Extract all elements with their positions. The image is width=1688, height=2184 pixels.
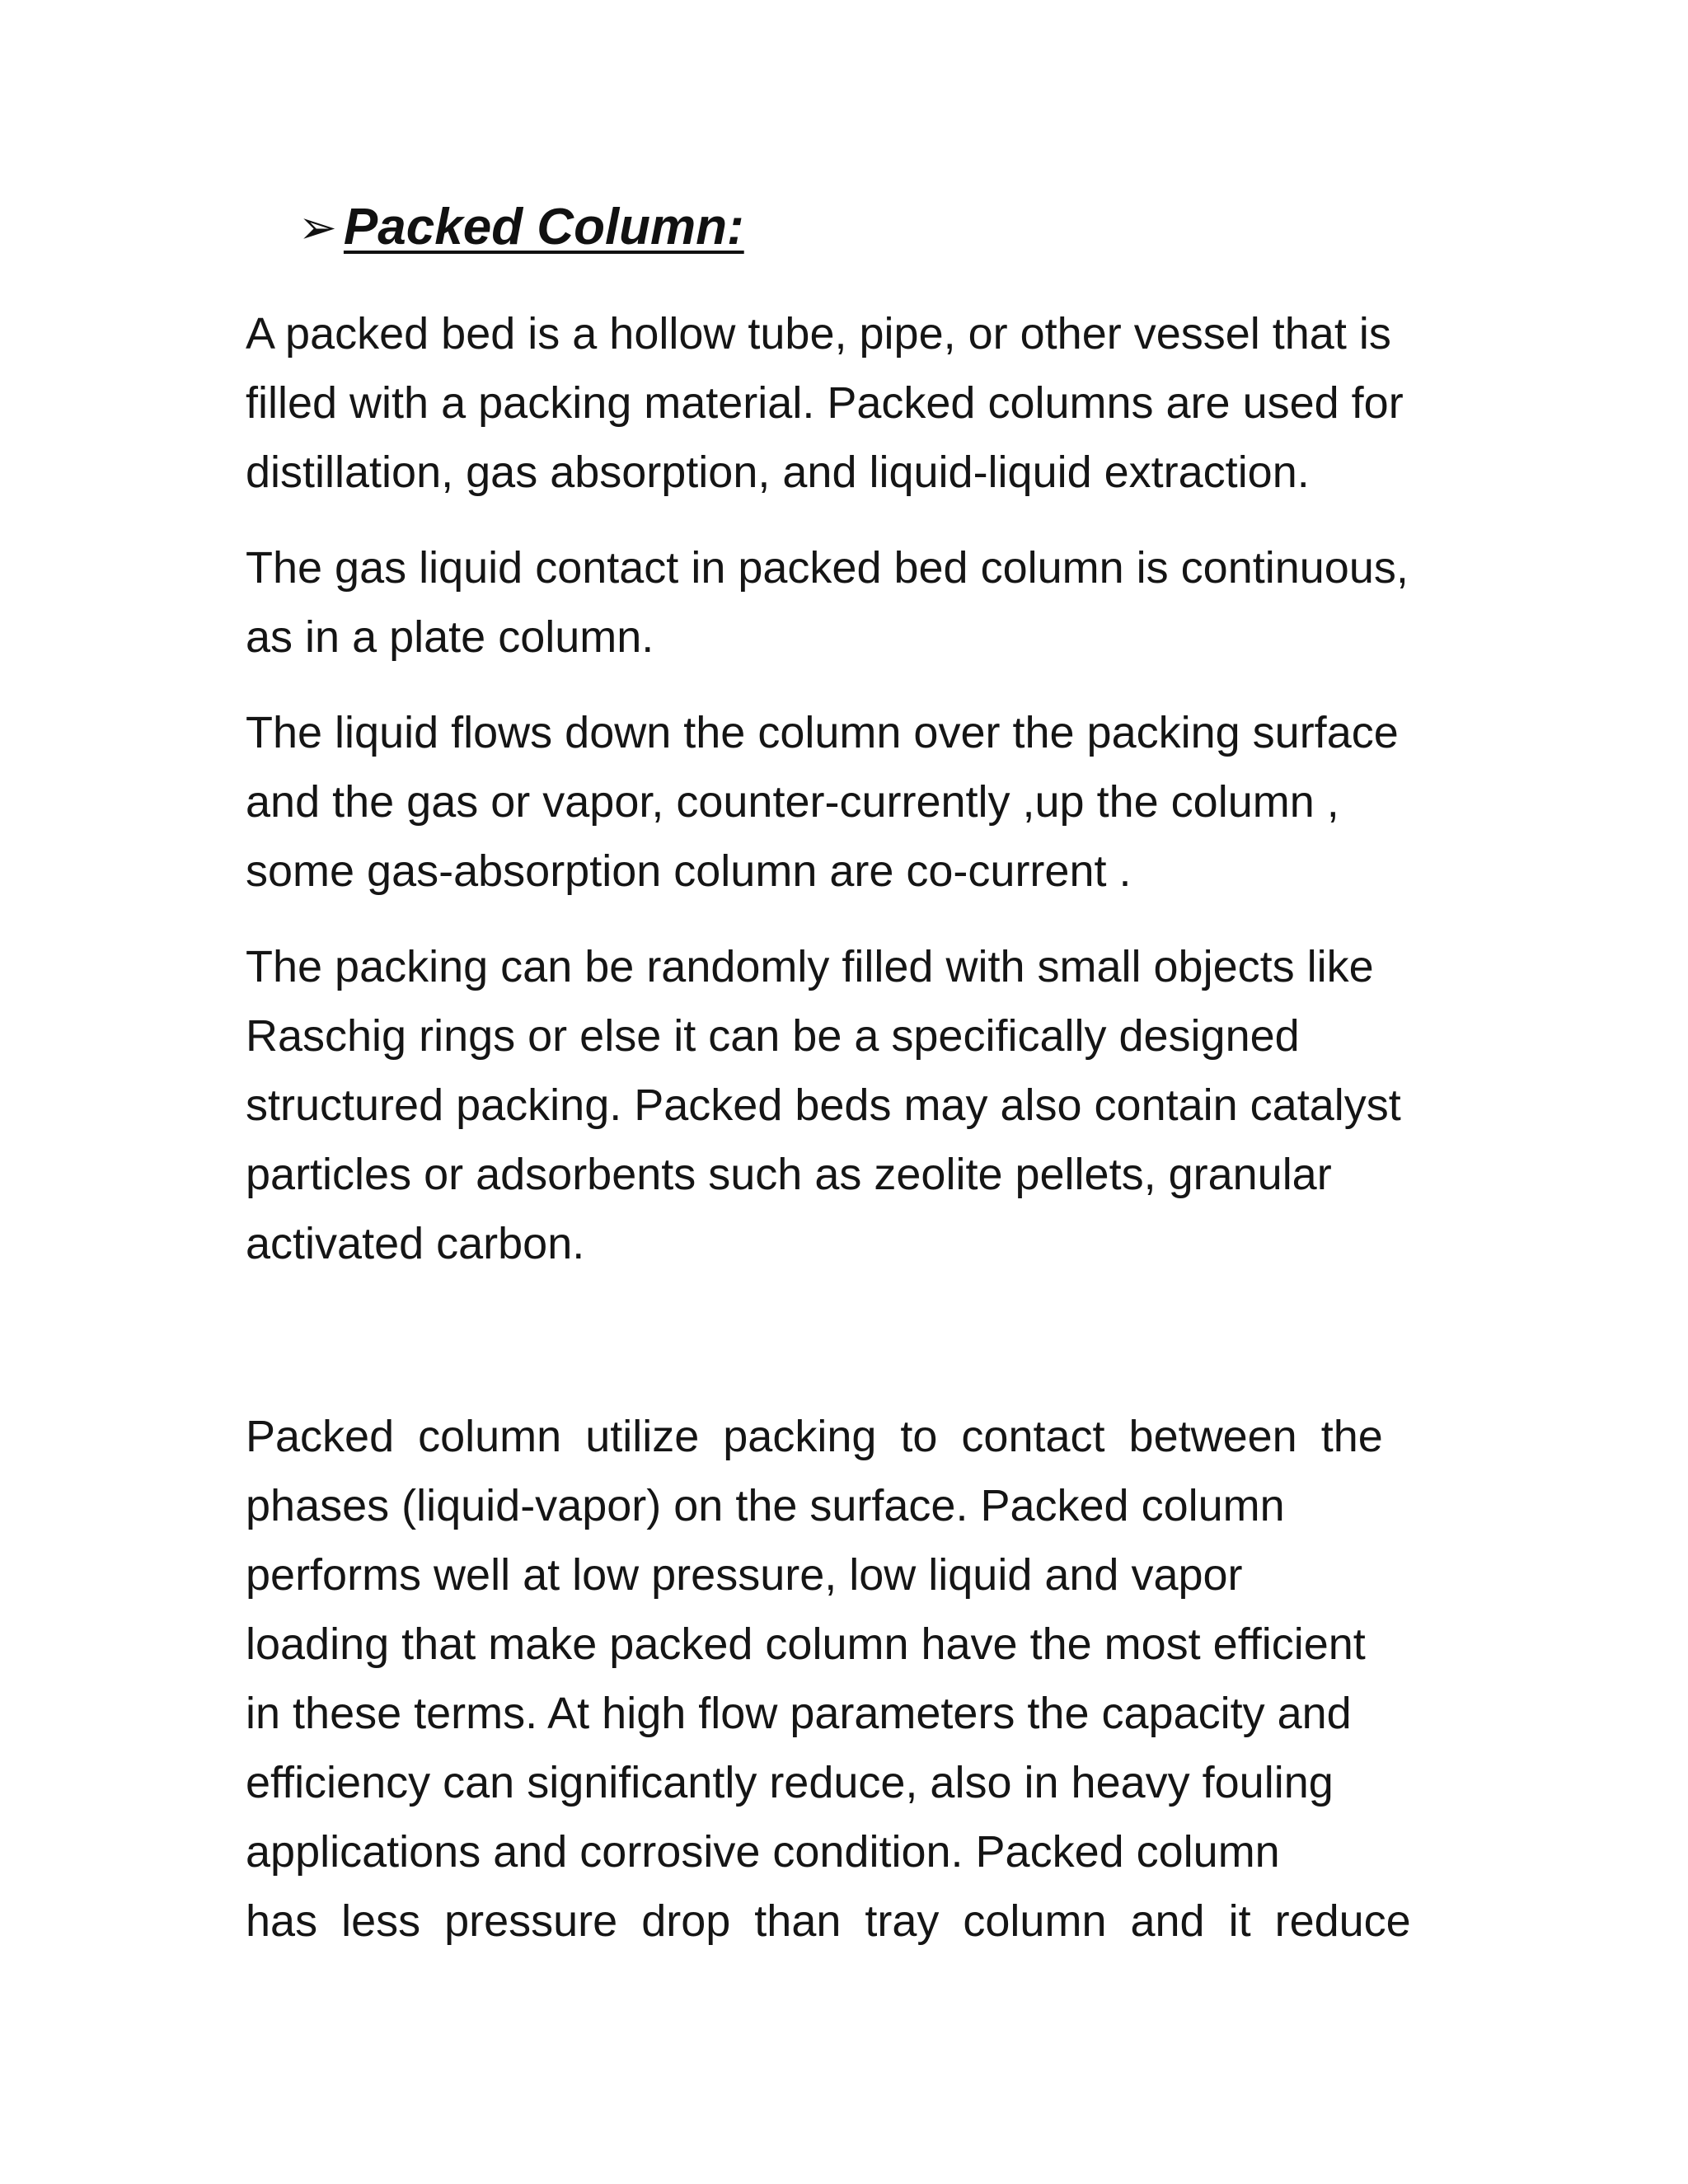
text-line: phases (liquid-vapor) on the surface. Packed column [246,1481,1285,1530]
section-title: Packed Column: [343,199,744,255]
text-line: filled with a packing material. Packed columns are used for [246,378,1404,428]
text-line: efficiency can significantly reduce, also in heavy fouling [246,1758,1334,1807]
text-line: Packed column utilize packing to contact between the [246,1412,1383,1461]
section-heading [298,198,744,256]
text-line: as in a plate column. [246,612,654,662]
arrow-bullet-icon: ➢ [298,200,337,253]
text-line: has less pressure drop than tray column and it reduce [246,1896,1411,1946]
text-line: some gas-absorption column are co-current . [246,846,1132,896]
text-line: A packed bed is a hollow tube, pipe, or other vessel that is [246,309,1391,359]
text-line: in these terms. At high flow parameters the capacity and [246,1689,1352,1738]
text-line: activated carbon. [246,1219,585,1268]
text-line: applications and corrosive condition. Packed column [246,1827,1280,1877]
text-line: particles or adsorbents such as zeolite pellets, granular [246,1150,1332,1199]
text-line: and the gas or vapor, counter-currently ,up the column , [246,777,1339,827]
text-line: The liquid flows down the column over the packing surface [246,708,1399,757]
text-line: structured packing. Packed beds may also contain catalyst [246,1080,1401,1130]
text-line: distillation, gas absorption, and liquid-liquid extraction. [246,448,1310,497]
text-line: loading that make packed column have the most efficient [246,1619,1366,1669]
text-line: Raschig rings or else it can be a specifically designed [246,1011,1300,1061]
text-line: The gas liquid contact in packed bed column is continuous, [246,543,1409,593]
text-line: The packing can be randomly filled with small objects like [246,942,1374,991]
text-line: performs well at low pressure, low liquid and vapor [246,1550,1243,1600]
